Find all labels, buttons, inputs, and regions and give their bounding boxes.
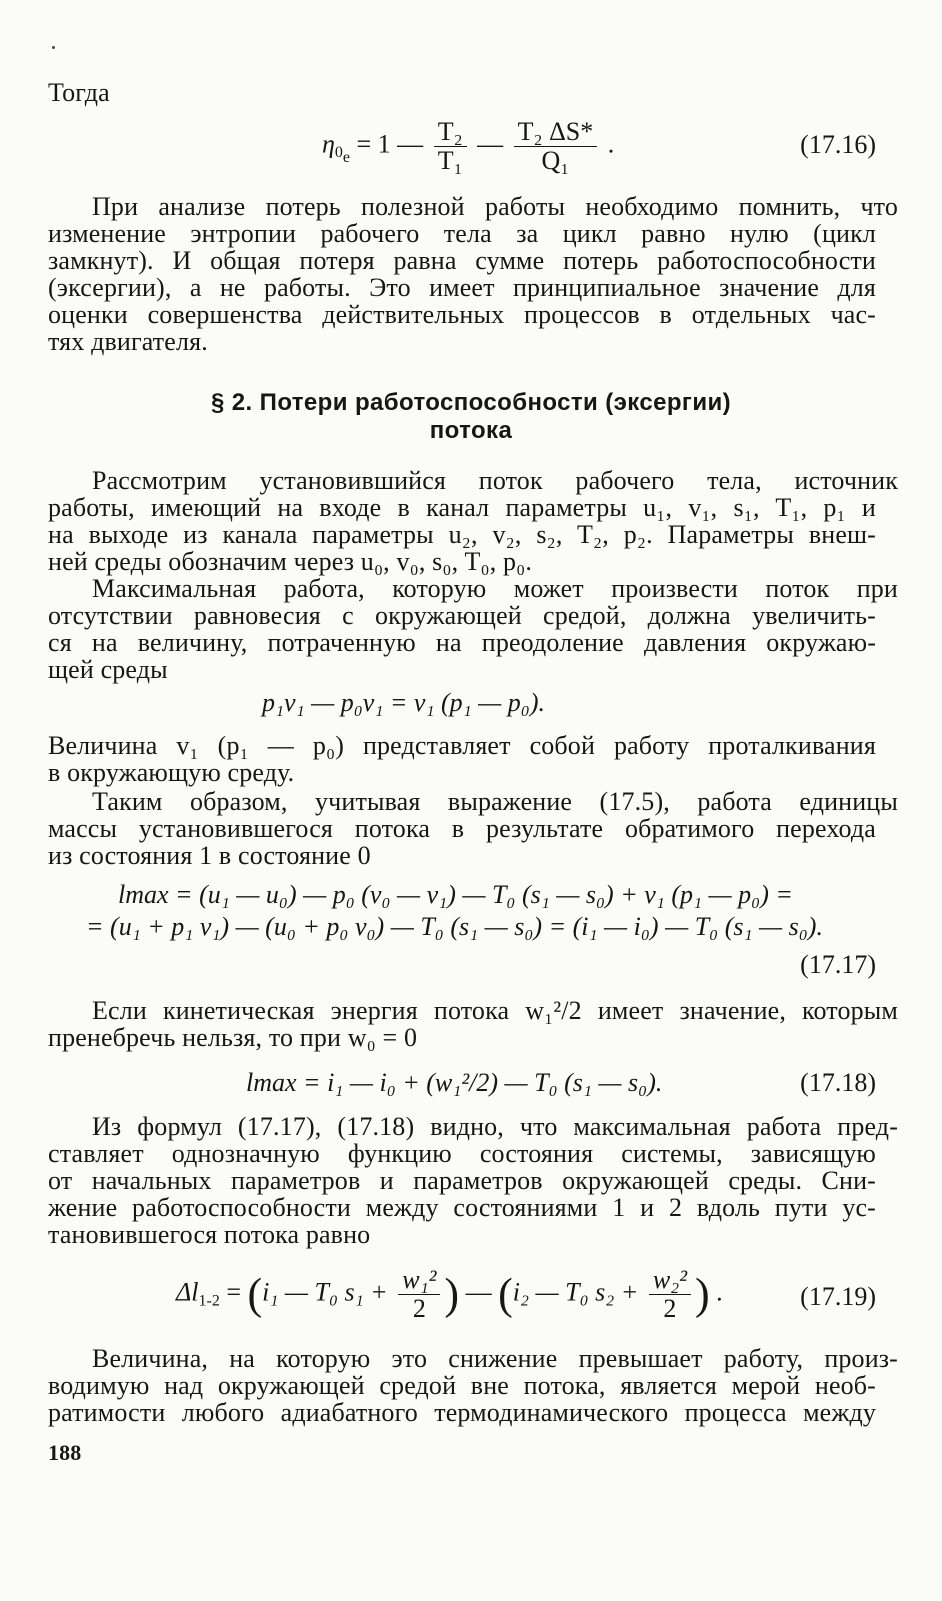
paragraph-line: массы установившегося потока в результате обратимого перехода	[48, 814, 876, 843]
paragraph-line: Максимальная работа, которую может произвести поток при	[92, 574, 898, 603]
paragraph-line: отсутствии равновесия с окружающей средой, должна увеличить-	[48, 601, 876, 630]
paragraph-line: в окружающую среду.	[48, 758, 295, 787]
paragraph-line: изменение энтропии рабочего тела за цикл равно нулю (цикл	[48, 219, 876, 248]
equation-number-17-16: (17.16)	[800, 130, 876, 159]
equation-push-work: p₁v₁ — p₀v₁ = v₁ (p₁ — p₀).	[262, 688, 545, 717]
print-speck	[52, 46, 55, 49]
paragraph-line: тях двигателя.	[48, 327, 208, 356]
paragraph-line: пренебречь нельзя, то при w₀ = 0	[48, 1023, 418, 1052]
paragraph-line: работы, имеющий на входе в канал параметры u₁, v₁, s₁, T₁, p₁ и	[48, 493, 876, 522]
equation-number-17-19: (17.19)	[800, 1282, 876, 1311]
equation-number-17-17: (17.17)	[800, 950, 876, 979]
paragraph-line: от начальных параметров и параметров окружающей среды. Сни-	[48, 1166, 876, 1195]
paragraph-line: ся на величину, потраченную на преодоление давления окружаю-	[48, 628, 876, 657]
equation-17-17-line2: = (u₁ + p₁ v₁) — (u₀ + p₀ v₀) — T₀ (s₁ — s₀) = (i₁ — i₀) — T₀ (s₁ — s₀).	[86, 912, 823, 941]
paragraph-line: (эксергии), а не работы. Это имеет принципиальное значение для	[48, 273, 876, 302]
equation-17-17-line1: lmax = (u₁ — u₀) — p₀ (v₀ — v₁) — T₀ (s₁ — s₀) + v₁ (p₁ — p₀) =	[118, 880, 793, 909]
equation-17-16: $\eta_{0_e} = 1$ — $\frac{\text{T₂}}{\text{T₁}}$ — $\frac{\text{T₂ ΔS*}}{\text{Q₁}}$ .	[322, 117, 615, 175]
paragraph-line: тановившегося потока равно	[48, 1220, 371, 1249]
paragraph-line: ней среды обозначим через u₀, v₀, s₀, T₀, p₀.	[48, 547, 533, 576]
paragraph-line: ставляет однозначную функцию состояния системы, зависящую	[48, 1139, 876, 1168]
paragraph-line: Из формул (17.17), (17.18) видно, что максимальная работа пред-	[92, 1112, 898, 1141]
paragraph-line: на выходе из канала параметры u₂, v₂, s₂, T₂, p₂. Параметры внеш-	[48, 520, 876, 549]
paragraph-line: замкнут). И общая потеря равна сумме потерь работоспособности	[48, 246, 876, 275]
paragraph-line: щей среды	[48, 655, 168, 684]
intro-word: Тогда	[48, 78, 110, 107]
paragraph-line: Величина, на которую это снижение превышает работу, произ-	[92, 1344, 898, 1373]
paragraph-line: жение работоспособности между состояниями 1 и 2 вдоль пути ус-	[48, 1193, 876, 1222]
paragraph-line: водимую над окружающей средой вне потока, является мерой необ-	[48, 1371, 876, 1400]
equation-17-18: lmax = i₁ — i₀ + (w₁²/2) — T₀ (s₁ — s₀).	[246, 1068, 663, 1097]
paragraph-line: ратимости любого адиабатного термодинамического процесса между	[48, 1398, 876, 1427]
paragraph-line: из состояния 1 в состояние 0	[48, 841, 371, 870]
section-heading-cont: потока	[429, 417, 513, 444]
paragraph-line: оценки совершенства действительных процессов в отдельных час-	[48, 300, 876, 329]
paragraph-line: Рассмотрим установившийся поток рабочего тела, источник	[92, 466, 898, 495]
paragraph-line: Величина v₁ (p₁ — p₀) представляет собой работу проталкивания	[48, 731, 876, 760]
equation-17-19: $\Delta l_{1-2} = (i_1$ — T₀ s₁ + $\frac{\text{w₁²}}{2}$ ) — (i₂ — T₀ s₂ + $\frac{\text{w₂²}}{2}$ ) .	[176, 1265, 723, 1323]
paragraph-line: Если кинетическая энергия потока w₁²/2 имеет значение, которым	[92, 996, 898, 1025]
page-number: 188	[48, 1440, 82, 1465]
section-heading: § 2. Потери работоспособности (эксергии)	[210, 389, 732, 416]
equation-number-17-18: (17.18)	[800, 1068, 876, 1097]
paragraph-line: Таким образом, учитывая выражение (17.5), работа единицы	[92, 787, 898, 816]
paragraph-line: При анализе потерь полезной работы необходимо помнить, что	[92, 192, 898, 221]
